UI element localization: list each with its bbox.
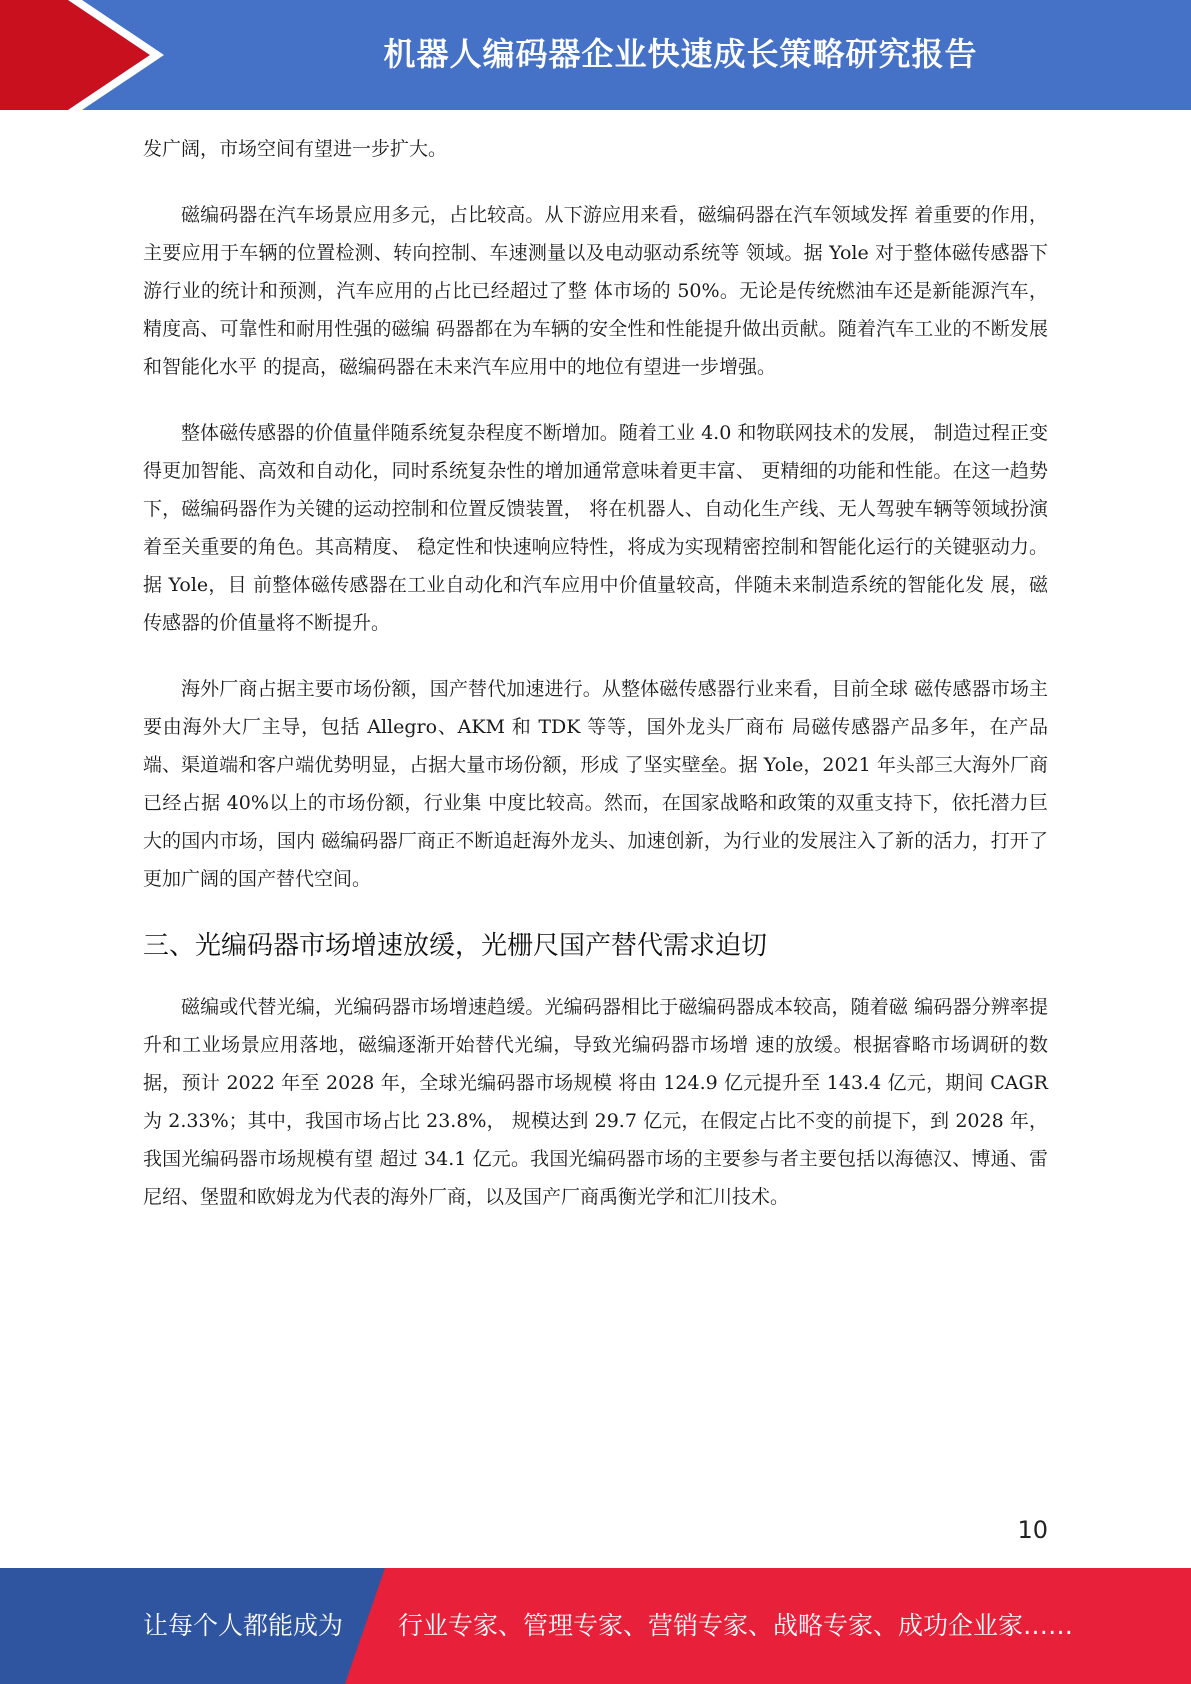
- paragraph-automotive: 磁编码器在汽车场景应用多元，占比较高。从下游应用来看，磁编码器在汽车领域发挥 着重要的作用，主要应用于车辆的位置检测、转向控制、车速测量以及电动驱动系统等 领域。据 Yole 对于整体磁传感器下游行业的统计和预测，汽车应用的占比已经超过了整 体市场的 50%。无论是传统燃油车还是新能源汽车，精度高、可靠性和耐用性强的磁编 码器都在为车辆的安全性和性能提升做出贡献。随着汽车工业的不断发展和智能化水平 的提高，磁编码器在未来汽车应用中的地位有望进一步增强。: [143, 204, 1048, 378]
- footer-slogan-left: 让每个人都能成为: [143, 1611, 344, 1640]
- paragraph-value: 整体磁传感器的价值量伴随系统复杂程度不断增加。随着工业 4.0 和物联网技术的发展， 制造过程正变得更加智能、高效和自动化，同时系统复杂性的增加通常意味着更丰富、 更精细的功能和性能。在这一趋势下，磁编码器作为关键的运动控制和位置反馈装置， 将在机器人、自动化生产线、无人驾驶车辆等领域扮演着至关重要的角色。其高精度、 稳定性和快速响应特性，将成为实现精密控制和智能化运行的关键驱动力。据 Yole，目 前整体磁传感器在工业自动化和汽车应用中价值量较高，伴随未来制造系统的智能化发 展，磁传感器的价值量将不断提升。: [143, 422, 1048, 634]
- footer-slogan-right: 行业专家、管理专家、营销专家、战略专家、成功企业家……: [398, 1611, 1074, 1640]
- page-header: [0, 0, 1191, 110]
- section-heading: 三、光编码器市场增速放缓，光栅尺国产替代需求迫切: [143, 931, 768, 961]
- page-footer: [0, 1568, 1191, 1684]
- paragraph-continuation: 发广阔，市场空间有望进一步扩大。: [143, 138, 448, 160]
- report-title: 机器人编码器企业快速成长策略研究报告: [383, 35, 978, 73]
- paragraph-optical-encoder: 磁编或代替光编，光编码器市场增速趋缓。光编码器相比于磁编码器成本较高，随着磁 编码器分辨率提升和工业场景应用落地，磁编逐渐开始替代光编，导致光编码器市场增 速的放缓。根据睿略市场调研的数据，预计 2022 年至 2028 年，全球光编码器市场规模 将由 124.9 亿元提升至 143.4 亿元，期间 CAGR 为 2.33%；其中，我国市场占比 23.8%， 规模达到 29.7 亿元，在假定占比不变的前提下，到 2028 年，我国光编码器市场规模有望 超过 34.1 亿元。我国光编码器市场的主要参与者主要包括以海德汉、博通、雷尼绍、堡盟和欧姆龙为代表的海外厂商，以及国产厂商禹衡光学和汇川技术。: [143, 996, 1048, 1208]
- document-body: [143, 130, 1048, 1244]
- paragraph-market-share: 海外厂商占据主要市场份额，国产替代加速进行。从整体磁传感器行业来看，目前全球 磁传感器市场主要由海外大厂主导，包括 Allegro、AKM 和 TDK 等等，国外龙头厂商布 局磁传感器产品多年，在产品端、渠道端和客户端优势明显，占据大量市场份额，形成 了坚实壁垒。据 Yole，2021 年头部三大海外厂商已经占据 40%以上的市场份额，行业集 中度比较高。然而，在国家战略和政策的双重支持下，依托潜力巨大的国内市场，国内 磁编码器厂商正不断追赶海外龙头、加速创新，为行业的发展注入了新的活力，打开了 更加广阔的国产替代空间。: [143, 678, 1048, 890]
- page-number: 10: [1017, 1516, 1048, 1544]
